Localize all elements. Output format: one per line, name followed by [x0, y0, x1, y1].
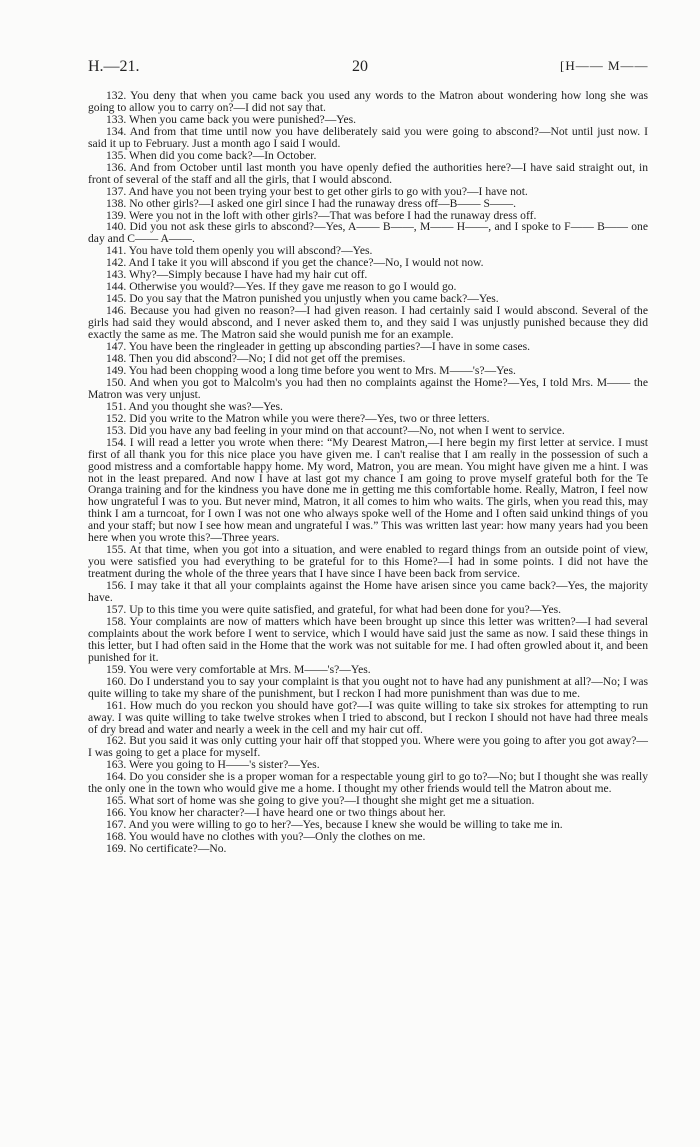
- testimony-paragraph: 155. At that time, when you got into a situation, and were enabled to regard things from an outside point of view, you were satisfied you had everything to be grateful for to this Home?—I had in some points. I did not have the treatment during the whole of the three years that I have since I have been back from service.: [88, 543, 648, 581]
- testimony-paragraph: 135. When did you come back?—In October.: [106, 148, 317, 162]
- testimony-paragraph: 146. Because you had given no reason?—I had given reason. I had certainly said I would abscond. Several of the girls had said they would abscond, and I never asked them to, and they said I was unjustly punished because they did exactly the same as me. The Matron said she would punish me for an example.: [88, 304, 648, 342]
- testimony-paragraph: 161. How much do you reckon you should have got?—I was quite willing to take six strokes for attempting to run away. I was quite willing to take twelve strokes when I tried to abscond, but I reckon I should not have had three meals of dry bread and water and nearly a week in the cell and my hair cut off.: [88, 698, 648, 736]
- testimony-paragraph: 142. And I take it you will abscond if you get the chance?—No, I would not now.: [106, 256, 484, 270]
- testimony-paragraph: 136. And from October until last month you have openly defied the authorities here?—I have said straight out, in front of several of the staff and all the girls, that I would abscond.: [88, 160, 648, 186]
- testimony-paragraph: 154. I will read a letter you wrote when there: “My Dearest Matron,—I here begin my first letter at service. I must first of all thank you for this nice place you have given me. I can't realise that I am really in the possession of such a good mistress and a comfortable happy home. My word, Matron, you are mean. You might have given me a hint. I was not in the least prepared. And now I have at last got my chance I am going to prove myself grateful both for the Te Oranga training and for the kindness you have done me in getting me this comfortable home. Really, Matron, I feel now how ungrateful I was to you. But never mind, Matron, it all comes to him who waits. The girls, when you read this, may think I am a turncoat, for I own I was not one who always spoke well of the Home and I often said unkind things of you and your staff; but now I see how mean and ungrateful I was.” This was written last year: how many years had you been here when you wrote this?—Three years.: [88, 435, 648, 545]
- testimony-paragraph: 163. Were you going to H——'s sister?—Yes.: [106, 758, 320, 772]
- testimony-paragraph: 168. You would have no clothes with you?—Only the clothes on me.: [106, 830, 426, 844]
- testimony-paragraph: 132. You deny that when you came back you used any words to the Matron about wondering how long she was going to allow you to carry on?—I did not say that.: [88, 89, 648, 114]
- testimony-paragraph: 145. Do you say that the Matron punished you unjustly when you came back?—Yes.: [106, 292, 499, 306]
- testimony-body: [88, 90, 648, 855]
- testimony-paragraph: 167. And you were willing to go to her?—Yes, because I knew she would be willing to take me in.: [106, 818, 563, 832]
- witness-name: [H—— M——: [560, 58, 649, 73]
- page-number: 20: [352, 58, 368, 75]
- testimony-paragraph: 134. And from that time until now you have deliberately said you were going to abscond?—Not until just now. I said it up to February. Just a month ago I said I would.: [88, 124, 648, 150]
- report-code: H.—21.: [88, 58, 140, 75]
- testimony-paragraph: 137. And have you not been trying your best to get other girls to go with you?—I have not.: [106, 184, 528, 198]
- testimony-paragraph: 157. Up to this time you were quite satisfied, and grateful, for what had been done for you?—Yes.: [106, 602, 562, 616]
- testimony-paragraph: 133. When you came back you were punished?—Yes.: [106, 112, 357, 126]
- testimony-paragraph: 152. Did you write to the Matron while you were there?—Yes, two or three letters.: [106, 411, 490, 425]
- testimony-paragraph: 150. And when you got to Malcolm's you had then no complaints against the Home?—Yes, I told Mrs. M—— the Matron was very unjust.: [88, 375, 648, 401]
- testimony-paragraph: 147. You have been the ringleader in getting up absconding parties?—I have in some cases.: [106, 340, 531, 354]
- testimony-paragraph: 169. No certificate?—No.: [106, 842, 227, 856]
- testimony-paragraph: 153. Did you have any bad feeling in your mind on that account?—No, not when I went to service.: [106, 423, 565, 437]
- testimony-paragraph: 140. Did you not ask these girls to abscond?—Yes, A—— B——, M—— H——, and I spoke to F—— B—— one day and C—— A——.: [88, 220, 648, 246]
- testimony-paragraph: 143. Why?—Simply because I have had my hair cut off.: [106, 268, 368, 282]
- testimony-paragraph: 162. But you said it was only cutting your hair off that stopped you. Where were you going to after you got away?—I was going to get a place for myself.: [88, 734, 648, 760]
- testimony-paragraph: 139. Were you not in the loft with other girls?—That was before I had the runaway dress off.: [106, 208, 537, 222]
- testimony-paragraph: 148. Then you did abscond?—No; I did not get off the premises.: [106, 351, 406, 365]
- testimony-paragraph: 166. You know her character?—I have heard one or two things about her.: [106, 806, 446, 820]
- testimony-paragraph: 151. And you thought she was?—Yes.: [106, 399, 283, 413]
- testimony-paragraph: 165. What sort of home was she going to give you?—I thought she might get me a situation.: [106, 794, 535, 808]
- testimony-paragraph: 159. You were very comfortable at Mrs. M——'s?—Yes.: [106, 662, 371, 676]
- testimony-paragraph: 164. Do you consider she is a proper woman for a respectable young girl to go to?—No; but I thought she was really the only one in the town who would give me a home. I thought my other friends would tell the Matron about me.: [88, 770, 648, 796]
- testimony-paragraph: 156. I may take it that all your complaints against the Home have arisen since you came back?—Yes, the majority have.: [88, 579, 648, 605]
- testimony-paragraph: 141. You have told them openly you will abscond?—Yes.: [106, 244, 373, 258]
- testimony-paragraph: 138. No other girls?—I asked one girl since I had the runaway dress off—B—— S——.: [106, 196, 516, 210]
- testimony-paragraph: 149. You had been chopping wood a long time before you went to Mrs. M——'s?—Yes.: [106, 363, 516, 377]
- testimony-paragraph: 144. Otherwise you would?—Yes. If they gave me reason to go I would go.: [106, 280, 457, 294]
- testimony-paragraph: 160. Do I understand you to say your complaint is that you ought not to have had any punishment at all?—No; I was quite willing to take my share of the punishment, but I reckon I had more punishment than was due to me.: [88, 674, 648, 700]
- testimony-paragraph: 158. Your complaints are now of matters which have been brought up since this letter was written?—I had several complaints about the work before I went to service, which I would have said just the same as now. I said these things in this letter, but I had often said in the Home that the work was not suitable for me. I had often growled about it, and been punished for it.: [88, 614, 648, 664]
